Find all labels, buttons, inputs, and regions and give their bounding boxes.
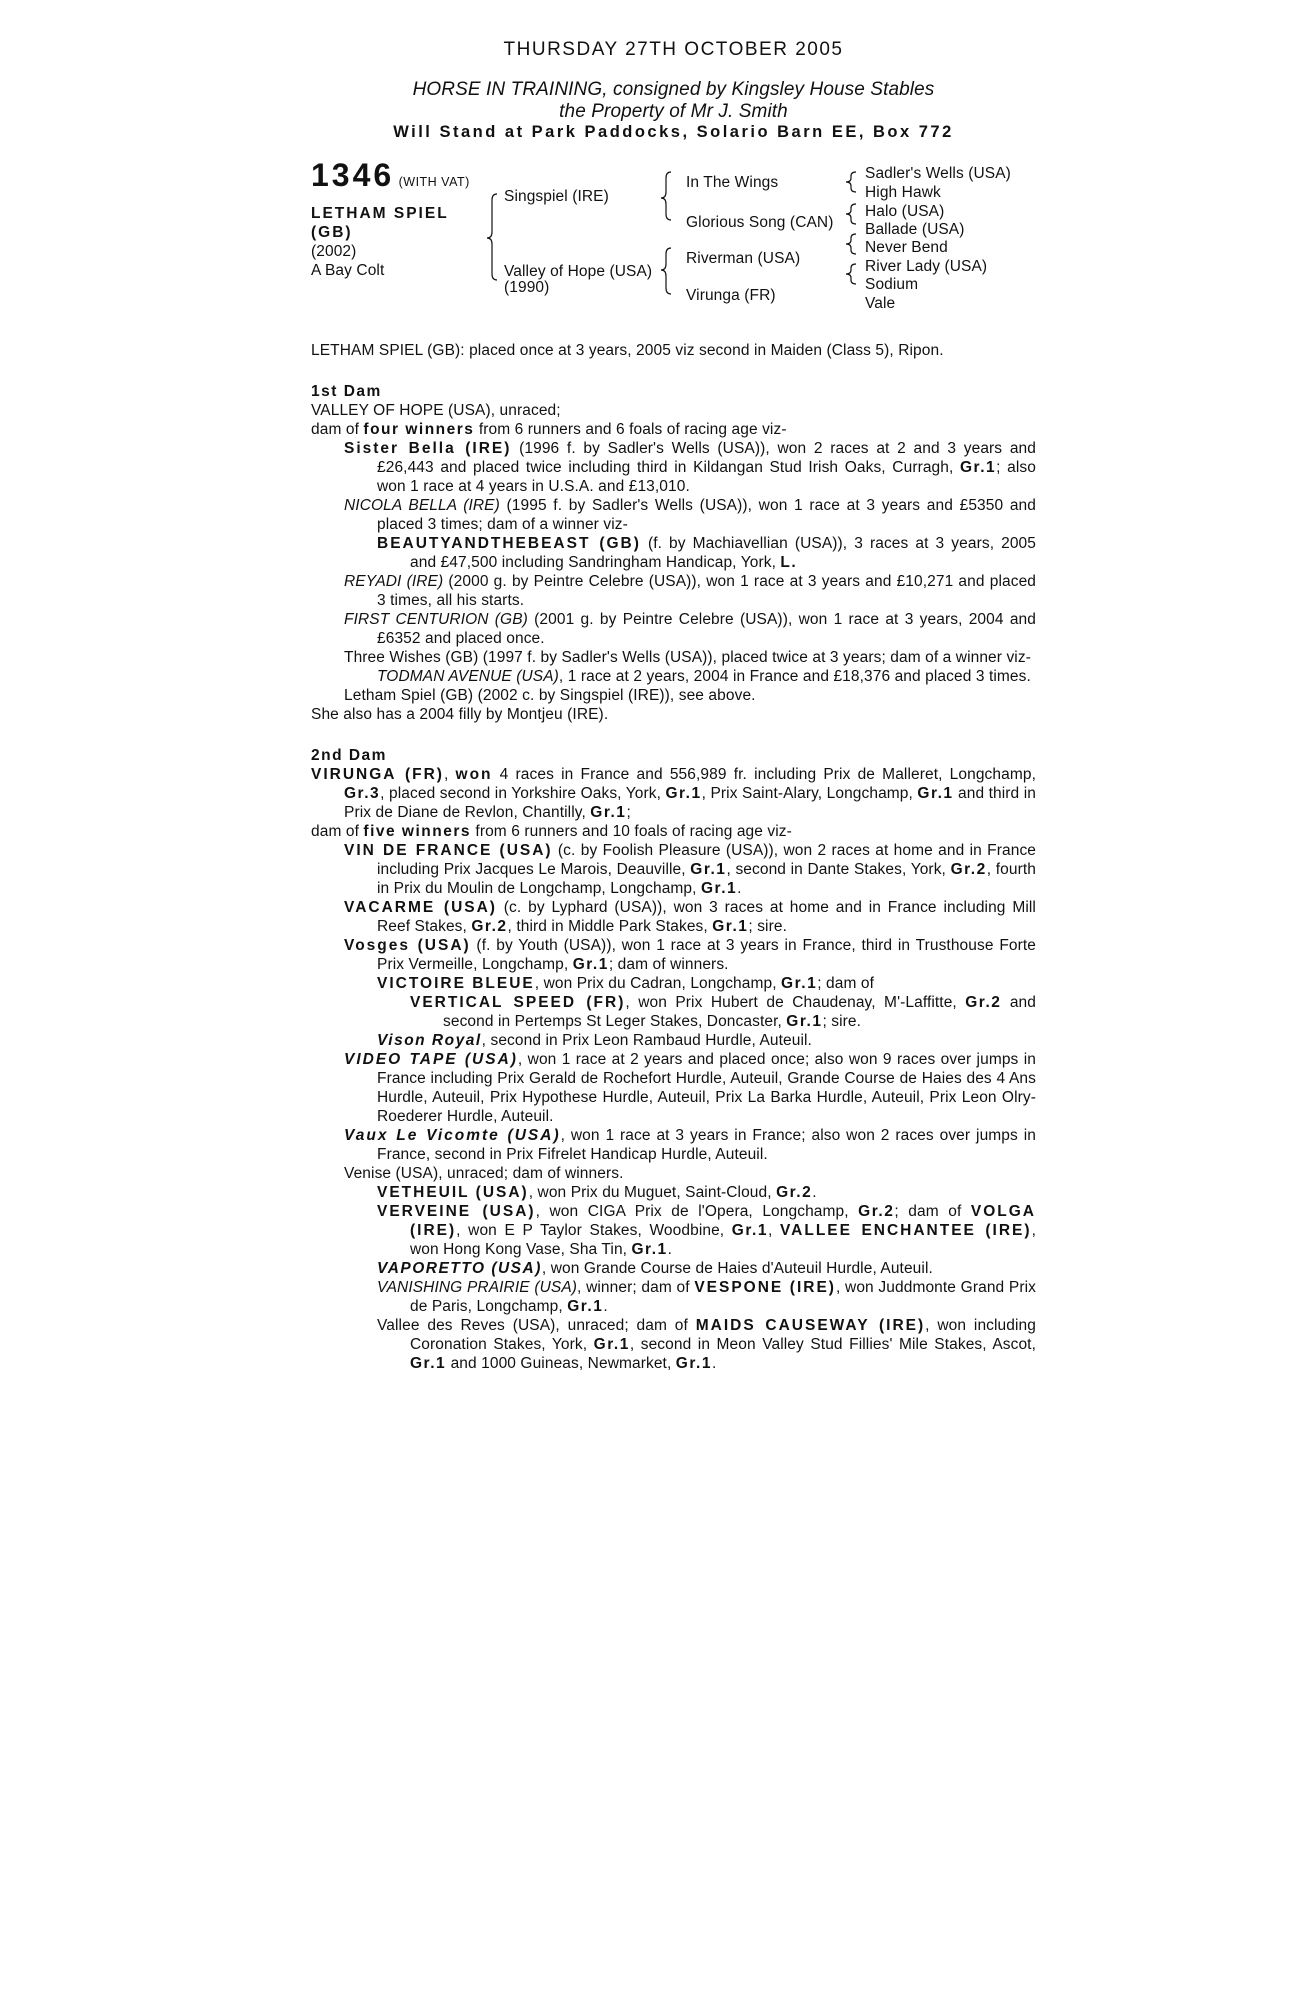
second-dam-produce: dam of five winners from 6 runners and 10 foals of racing age viz- bbox=[311, 823, 792, 840]
horse-name-country: (GB) bbox=[311, 224, 353, 241]
second-dam-heading: 2nd Dam bbox=[311, 747, 387, 764]
sire-sire-dam: High Hawk bbox=[865, 184, 941, 201]
sire-sire: In The Wings bbox=[686, 174, 779, 191]
produce-entry: NICOLA BELLA (IRE) (1995 f. by Sadler's Wells (USA)), won 1 race at 3 years and £5350 and placed 3 times; dam of a winner viz- bbox=[344, 497, 1037, 533]
lot-number-row bbox=[311, 157, 470, 193]
produce-entry: Vosges (USA) (f. by Youth (USA)), won 1 race at 3 years in France, third in Trusthouse Forte Prix Vermeille, Longchamp, Gr.1; dam of winners. bbox=[344, 937, 1036, 973]
produce-entry: Sister Bella (IRE) (1996 f. by Sadler's Wells (USA)), won 2 races at 2 and 3 years and £26,443 and placed twice including third in Kildangan Stud Irish Oaks, Curragh, Gr.1; also won 1 race at 4 years in U.S.A. and £13,010. bbox=[344, 440, 1036, 495]
dam-dam: Virunga (FR) bbox=[686, 287, 776, 304]
first-dam-produce: dam of four winners from 6 runners and 6 foals of racing age viz- bbox=[311, 421, 787, 438]
dam: Valley of Hope (USA) bbox=[504, 263, 653, 280]
horse-year: (2002) bbox=[311, 243, 357, 260]
dam-sire: Riverman (USA) bbox=[686, 250, 801, 267]
first-dam-name: VALLEY OF HOPE (USA), unraced; bbox=[311, 402, 561, 419]
great-grand-produce-entry: VERTICAL SPEED (FR), won Prix Hubert de Chaudenay, M'-Laffitte, Gr.2 and second in Pertemps St Leger Stakes, Doncaster, Gr.1; sire. bbox=[410, 994, 1036, 1030]
second-dam-section bbox=[311, 746, 1036, 1373]
first-dam-section bbox=[311, 382, 1036, 724]
dam-dam-sire: Sodium bbox=[865, 276, 919, 293]
race-summary: LETHAM SPIEL (GB): placed once at 3 years, 2005 viz second in Maiden (Class 5), Ripon. bbox=[311, 342, 944, 359]
grand-produce-entry: BEAUTYANDTHEBEAST (GB) (f. by Machiavellian (USA)), 3 races at 3 years, 2005 and £47,500 including Sandringham Handicap, York, L. bbox=[377, 535, 1036, 571]
second-dam-record: VIRUNGA (FR), won 4 races in France and 556,989 fr. including Prix de Malleret, Longchamp, Gr.3, placed second in Yorkshire Oaks, York, Gr.1, Prix Saint-Alary, Longchamp, Gr.1 and third in Prix de Diane de Revlon, Chantilly, Gr.1; bbox=[311, 766, 1036, 821]
produce-entry: Vaux Le Vicomte (USA), won 1 race at 3 years in France; also won 2 races over jumps in France, second in Prix Fifrelet Handicap Hurdle, Auteuil. bbox=[344, 1127, 1036, 1163]
sire-dam-sire: Halo (USA) bbox=[865, 203, 945, 220]
first-dam-heading: 1st Dam bbox=[311, 383, 382, 400]
produce-entry: Three Wishes (GB) (1997 f. by Sadler's Wells (USA)), placed twice at 3 years; dam of a winner viz- bbox=[344, 649, 1031, 666]
grand-produce-entry: VETHEUIL (USA), won Prix du Muguet, Saint-Cloud, Gr.2. bbox=[377, 1184, 817, 1201]
produce-entry: REYADI (IRE) (2000 g. by Peintre Celebre (USA)), won 1 race at 3 years and £10,271 and placed 3 times, all his starts. bbox=[344, 573, 1037, 609]
grand-produce-entry: Vallee des Reves (USA), unraced; dam of MAIDS CAUSEWAY (IRE), won including Coronation Stakes, York, Gr.1, second in Meon Valley Stud Fillies' Mile Stakes, Ascot, Gr.1 and 1000 Guineas, Newmarket, Gr.1. bbox=[377, 1317, 1036, 1372]
dam-dam-dam: Vale bbox=[865, 295, 896, 312]
horse-name: LETHAM SPIEL bbox=[311, 205, 449, 222]
grand-produce-entry: VANISHING PRAIRIE (USA), winner; dam of VESPONE (IRE), won Juddmonte Grand Prix de Paris, Longchamp, Gr.1. bbox=[377, 1279, 1037, 1315]
pedigree-table bbox=[311, 157, 1036, 319]
grand-produce-entry: Vison Royal, second in Prix Leon Rambaud Hurdle, Auteuil. bbox=[377, 1032, 812, 1049]
grand-produce-entry: VAPORETTO (USA), won Grande Course de Haies d'Auteuil Hurdle, Auteuil. bbox=[377, 1260, 933, 1277]
produce-entry: VACARME (USA) (c. by Lyphard (USA)), won 3 races at home and in France including Mill Reef Stakes, Gr.2, third in Middle Park Stakes, Gr.1; sire. bbox=[344, 899, 1036, 935]
produce-entry: VIN DE FRANCE (USA) (c. by Foolish Pleasure (USA)), won 2 races at home and in France including Prix Jacques Le Marois, Deauville, Gr.1, second in Dante Stakes, York, Gr.2, fourth in Prix du Moulin de Longchamp, Longchamp, Gr.1. bbox=[344, 842, 1037, 897]
sire: Singspiel (IRE) bbox=[504, 188, 609, 205]
catalogue-page bbox=[311, 40, 1036, 1373]
produce-entry: Letham Spiel (GB) (2002 c. by Singspiel (IRE)), see above. bbox=[344, 687, 756, 704]
vat-label: (WITH VAT) bbox=[398, 175, 470, 189]
also-has-note: She also has a 2004 filly by Montjeu (IRE). bbox=[311, 706, 609, 723]
dam-sire-sire: Never Bend bbox=[865, 239, 948, 256]
lot-number: 1346 bbox=[311, 157, 395, 193]
sire-dam-dam: Ballade (USA) bbox=[865, 221, 965, 238]
grand-produce-entry: VICTOIRE BLEUE, won Prix du Cadran, Longchamp, Gr.1; dam of bbox=[377, 975, 875, 992]
produce-entry: VIDEO TAPE (USA), won 1 race at 2 years and placed once; also won 9 races over jumps in France including Prix Gerald de Rochefort Hurdle, Auteuil, Grande Course de Haies des 4 Ans Hurdle, Auteuil, Prix Hypothese Hurdle, Auteuil, Prix La Barka Hurdle, Auteuil, Prix Leon Olry-Roederer Hurdle, Auteuil. bbox=[344, 1051, 1036, 1125]
sire-sire-sire: Sadler's Wells (USA) bbox=[865, 165, 1011, 182]
dam-sire-dam: River Lady (USA) bbox=[865, 258, 988, 275]
produce-entry: Venise (USA), unraced; dam of winners. bbox=[344, 1165, 624, 1182]
grand-produce-entry: TODMAN AVENUE (USA), 1 race at 2 years, 2004 in France and £18,376 and placed 3 times. bbox=[377, 668, 1031, 685]
owner-line: the Property of Mr J. Smith bbox=[559, 101, 788, 122]
horse-description: A Bay Colt bbox=[311, 262, 385, 279]
produce-entry: FIRST CENTURION (GB) (2001 g. by Peintre Celebre (USA)), won 1 race at 3 years, 2004 and £6352 and placed once. bbox=[344, 611, 1036, 647]
sale-date: THURSDAY 27TH OCTOBER 2005 bbox=[503, 39, 844, 60]
dam-year: (1990) bbox=[504, 279, 550, 296]
sire-dam: Glorious Song (CAN) bbox=[686, 214, 834, 231]
consignor-line: HORSE IN TRAINING, consigned by Kingsley House Stables bbox=[412, 79, 935, 100]
stabling-line: Will Stand at Park Paddocks, Solario Barn EE, Box 772 bbox=[393, 123, 954, 141]
grand-produce-entry: VERVEINE (USA), won CIGA Prix de l'Opera, Longchamp, Gr.2; dam of VOLGA (IRE), won E P Taylor Stakes, Woodbine, Gr.1, VALLEE ENCHANTEE (IRE), won Hong Kong Vase, Sha Tin, Gr.1. bbox=[377, 1203, 1036, 1258]
